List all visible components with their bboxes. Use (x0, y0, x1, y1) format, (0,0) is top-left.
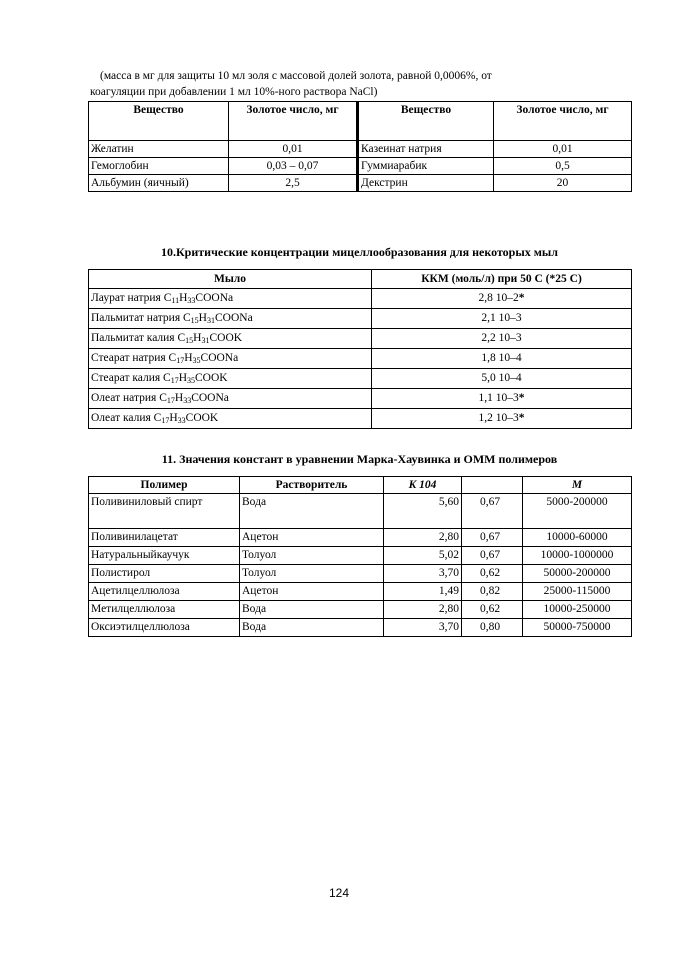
formula-part: 33 (177, 416, 186, 425)
soap-name: Стеарат калия (91, 372, 161, 384)
cmc-value-cell (372, 329, 632, 349)
page-number: 124 (328, 886, 350, 900)
soap-name-cell (89, 409, 372, 429)
table-cell: 0,03 – 0,07 (229, 158, 358, 175)
table-cell: Метилцеллюлоза (89, 601, 240, 619)
table-cell: 0,5 (494, 158, 632, 175)
mark-houwink-table (88, 476, 632, 637)
table-cell: 50000-200000 (523, 565, 632, 583)
table-cell: 0,01 (229, 141, 358, 158)
table-row (89, 349, 632, 369)
table-cell: Ацетилцеллюлоза (89, 583, 240, 601)
caption-line-2: коагуляции при добавлении 1 мл 10%-ного раствора NaCl) (90, 86, 378, 98)
table-header: Мыло (89, 270, 372, 289)
table-cell: Казеинат натрия (358, 141, 494, 158)
table-cell: 0,67 (462, 529, 523, 547)
table-row (89, 141, 632, 158)
cmc-value-cell (372, 389, 632, 409)
cmc-value-cell (372, 369, 632, 389)
table-cell: 50000-750000 (523, 619, 632, 637)
table-row (89, 601, 632, 619)
cmc-value-cell (372, 289, 632, 309)
table-cell: 0,80 (462, 619, 523, 637)
cmc-value: 2,8 10–2 (478, 292, 519, 304)
table-cell: Поливиниловый спирт (89, 494, 240, 529)
cmc-value: 2,2 10–3 (481, 332, 522, 344)
formula-part: 15 (190, 316, 199, 325)
formula-part: 35 (187, 376, 196, 385)
gold-number-table (88, 101, 632, 192)
table-cell: Декстрин (358, 175, 494, 192)
soap-name: Стеарат натрия (91, 352, 166, 364)
table-cell: 2,5 (229, 175, 358, 192)
table-row (89, 583, 632, 601)
formula-part: C (183, 312, 191, 324)
formula-part: COONa (214, 312, 253, 324)
table-cell: 0,62 (462, 601, 523, 619)
table-row (89, 369, 632, 389)
table-cell: 0,62 (462, 565, 523, 583)
formula-part: COOK (185, 412, 219, 424)
table-row (89, 389, 632, 409)
formula-part: C (177, 332, 186, 344)
formula-part: COONa (191, 392, 229, 404)
table-row (89, 547, 632, 565)
table-header: Вещество (89, 102, 229, 141)
soap-name-cell (89, 349, 372, 369)
table-cell: Альбумин (яичный) (89, 175, 229, 192)
table-row (89, 175, 632, 192)
table-cell: 20 (494, 175, 632, 192)
formula-part: H (179, 292, 188, 304)
cmc-value-cell (372, 309, 632, 329)
table-cell: 0,82 (462, 583, 523, 601)
table-header: Золотое число, мг (229, 102, 358, 141)
soap-name-cell (89, 389, 372, 409)
cmc-table (88, 269, 632, 429)
table-cell: Вода (240, 619, 384, 637)
formula-part: 33 (187, 296, 196, 305)
formula-part: COOK (209, 332, 243, 344)
formula-part: 31 (206, 316, 215, 325)
section-title-cmc: 10.Критические концентрации мицеллообразования для некоторых мыл (160, 245, 558, 259)
table-header: ККМ (моль/л) при 50 С (*25 С) (372, 270, 632, 289)
formula-part: 17 (161, 416, 170, 425)
table-cell: Поливинилацетат (89, 529, 240, 547)
table-row (89, 309, 632, 329)
formula-part: 35 (192, 356, 201, 365)
cmc-value: 1,1 10–3 (478, 392, 519, 404)
table-cell: Вода (240, 601, 384, 619)
cmc-value-cell (372, 409, 632, 429)
formula-part: 17 (170, 376, 179, 385)
table-header: K 104 (384, 477, 462, 494)
soap-name-cell (89, 309, 372, 329)
table-cell: 2,80 (384, 601, 462, 619)
soap-name-cell (89, 329, 372, 349)
formula-part: C (168, 352, 177, 364)
table-cell: Толуол (240, 565, 384, 583)
table-header: Вещество (358, 102, 494, 141)
formula-part: 31 (201, 336, 210, 345)
formula-part: COONa (195, 292, 234, 304)
table-cell: 5,60 (384, 494, 462, 529)
table-cell: Ацетон (240, 529, 384, 547)
table-row (89, 409, 632, 429)
formula-part: H (193, 332, 202, 344)
soap-name: Лаурат натрия (91, 292, 161, 304)
table-cell: 1,49 (384, 583, 462, 601)
table-cell: Толуол (240, 547, 384, 565)
formula-part: C (163, 372, 171, 384)
table-cell: Гуммиарабик (358, 158, 494, 175)
table-cell: 25000-115000 (523, 583, 632, 601)
table-cell: 0,67 (462, 494, 523, 529)
table-cell: Натуральныйкаучук (89, 547, 240, 565)
cmc-value: 2,1 10–3 (481, 312, 522, 324)
soap-name-cell (89, 289, 372, 309)
soap-name-cell (89, 369, 372, 389)
table-cell: 3,70 (384, 565, 462, 583)
formula-part: C (159, 392, 167, 404)
formula-part: H (174, 392, 184, 404)
table-cell: Желатин (89, 141, 229, 158)
cmc-value: 5,0 10–4 (481, 372, 522, 384)
table-cell: 3,70 (384, 619, 462, 637)
formula-part: 17 (176, 356, 185, 365)
soap-name: Пальмитат калия (91, 332, 175, 344)
table-cell: Гемоглобин (89, 158, 229, 175)
formula-part: C (163, 292, 172, 304)
formula-part: COONa (200, 352, 239, 364)
table-caption (90, 68, 630, 100)
table-row (89, 158, 632, 175)
table-cell: 0,67 (462, 547, 523, 565)
table-header: Золотое число, мг (494, 102, 632, 141)
table-row (89, 494, 632, 529)
cmc-value-cell (372, 349, 632, 369)
table-row (89, 329, 632, 349)
table-header: Полимер (89, 477, 240, 494)
table-cell: Ацетон (240, 583, 384, 601)
temperature-note-mark: * (518, 392, 525, 404)
formula-part: COOK (195, 372, 228, 384)
table-header (462, 477, 523, 494)
table-cell: 5000-200000 (523, 494, 632, 529)
table-cell: 0,01 (494, 141, 632, 158)
formula-part: 15 (185, 336, 194, 345)
formula-part: 33 (183, 396, 192, 405)
table-cell: 2,80 (384, 529, 462, 547)
cmc-value: 1,2 10–3 (478, 412, 519, 424)
formula-part: H (178, 372, 188, 384)
table-cell: 10000-250000 (523, 601, 632, 619)
table-header: M (523, 477, 632, 494)
table-cell: Полистирол (89, 565, 240, 583)
table-row (89, 619, 632, 637)
table-cell: Оксиэтилцеллюлоза (89, 619, 240, 637)
table-row (89, 529, 632, 547)
table-cell: 10000-1000000 (523, 547, 632, 565)
formula-part: C (153, 412, 162, 424)
table-cell: 10000-60000 (523, 529, 632, 547)
cmc-value: 1,8 10–4 (481, 352, 522, 364)
temperature-note-mark: * (518, 412, 525, 424)
table-row (89, 289, 632, 309)
formula-part: H (198, 312, 207, 324)
formula-part: H (184, 352, 193, 364)
soap-name: Пальмитат натрия (91, 312, 181, 324)
caption-line-1: (масса в мг для защиты 10 мл золя с массовой долей золота, равной 0,0006%, от (100, 70, 492, 82)
formula-part: 17 (166, 396, 175, 405)
table-header: Растворитель (240, 477, 384, 494)
table-cell: Вода (240, 494, 384, 529)
formula-part: 11 (171, 296, 180, 305)
table-cell: 5,02 (384, 547, 462, 565)
temperature-note-mark: * (518, 292, 525, 304)
soap-name: Олеат калия (91, 412, 151, 424)
formula-part: H (169, 412, 178, 424)
soap-name: Олеат натрия (91, 392, 157, 404)
section-title-mark-houwink: 11. Значения констант в уравнении Марка-Хаувинка и ОММ полимеров (161, 452, 558, 466)
table-row (89, 565, 632, 583)
